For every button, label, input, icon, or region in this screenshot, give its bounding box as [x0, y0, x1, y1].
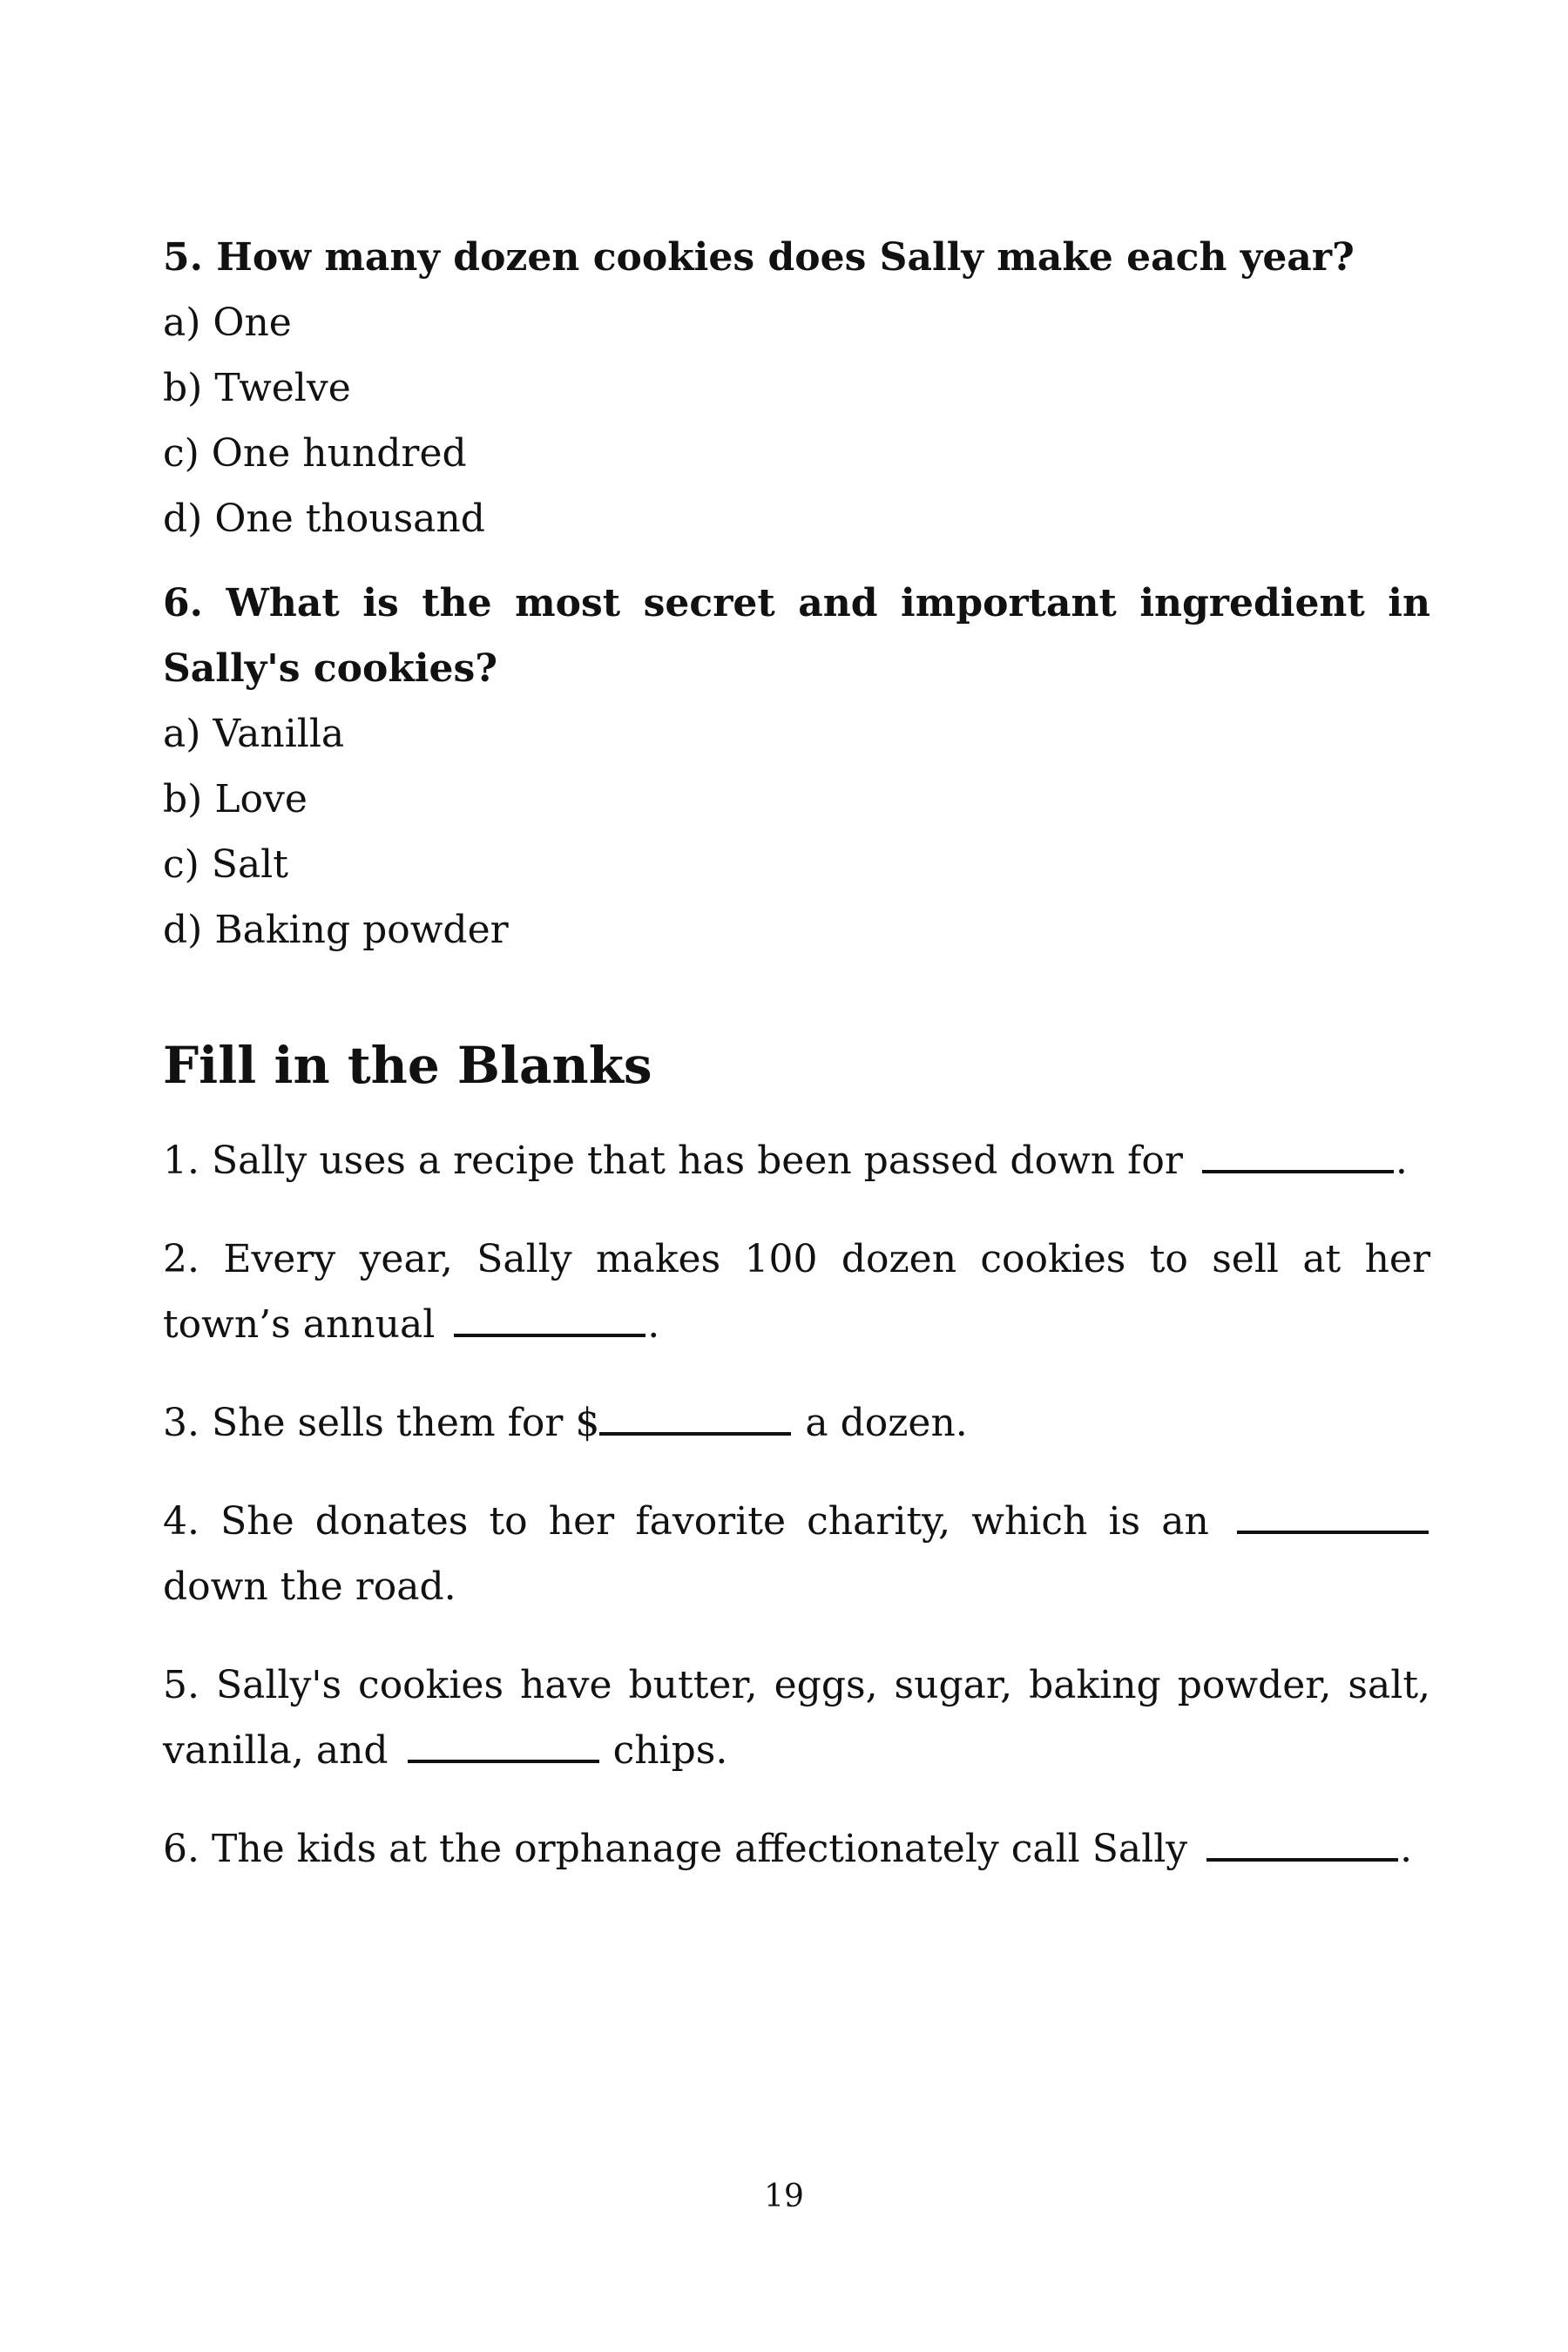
- fill-text-before: 4. She donates to her favorite charity, which is an: [163, 1499, 1230, 1544]
- fill-text-before: 6. The kids at the orphanage affectionately call Sally: [163, 1827, 1200, 1871]
- answer-blank[interactable]: [454, 1299, 645, 1337]
- answer-blank[interactable]: [408, 1725, 599, 1763]
- fill-text-after: chips.: [600, 1728, 728, 1773]
- fill-text-after: a dozen.: [793, 1401, 968, 1445]
- fill-item-3: [163, 1390, 1430, 1456]
- page-content: [163, 225, 1430, 1915]
- fill-item-1: [163, 1128, 1430, 1193]
- fill-item-2: [163, 1227, 1430, 1357]
- section-title: Fill in the Blanks: [163, 1036, 652, 1095]
- answer-option-d: d) Baking powder: [163, 908, 509, 952]
- answer-option-b: b) Twelve: [163, 366, 351, 410]
- question-5: [163, 225, 1430, 551]
- fill-text-before: 2. Every year, Sally makes 100 dozen cookies to sell at her town’s annual: [163, 1237, 1430, 1347]
- answer-blank[interactable]: [1237, 1496, 1429, 1534]
- fill-text-after: .: [1395, 1139, 1408, 1183]
- answer-blank[interactable]: [599, 1397, 791, 1436]
- fill-item-4: [163, 1489, 1430, 1619]
- fill-text-after: down the road.: [163, 1565, 456, 1609]
- fill-text-before: 3. She sells them for $: [163, 1401, 600, 1445]
- answer-blank[interactable]: [1202, 1135, 1394, 1173]
- fill-text-before: 1. Sally uses a recipe that has been passed down for: [163, 1139, 1195, 1183]
- answer-option-c: c) One hundred: [163, 431, 467, 476]
- answer-option-c: c) Salt: [163, 842, 288, 887]
- answer-option-b: b) Love: [163, 777, 308, 821]
- answer-blank[interactable]: [1206, 1823, 1398, 1862]
- answer-option-a: a) One: [163, 301, 292, 345]
- fill-item-6: [163, 1816, 1430, 1882]
- answer-option-d: d) One thousand: [163, 497, 485, 541]
- page-number: 19: [764, 2179, 804, 2214]
- fill-text-after: .: [1400, 1827, 1413, 1871]
- fill-text-after: .: [647, 1302, 660, 1347]
- answer-option-a: a) Vanilla: [163, 712, 345, 756]
- fill-item-5: [163, 1652, 1430, 1783]
- question-6: [163, 571, 1430, 963]
- fill-text-before: 5. Sally's cookies have butter, eggs, sugar, baking powder, salt, vanilla, and: [163, 1663, 1430, 1773]
- question-text: 6. What is the most secret and important ingredient in Sally's cookies?: [163, 581, 1430, 691]
- question-text: 5. How many dozen cookies does Sally make each year?: [163, 235, 1355, 280]
